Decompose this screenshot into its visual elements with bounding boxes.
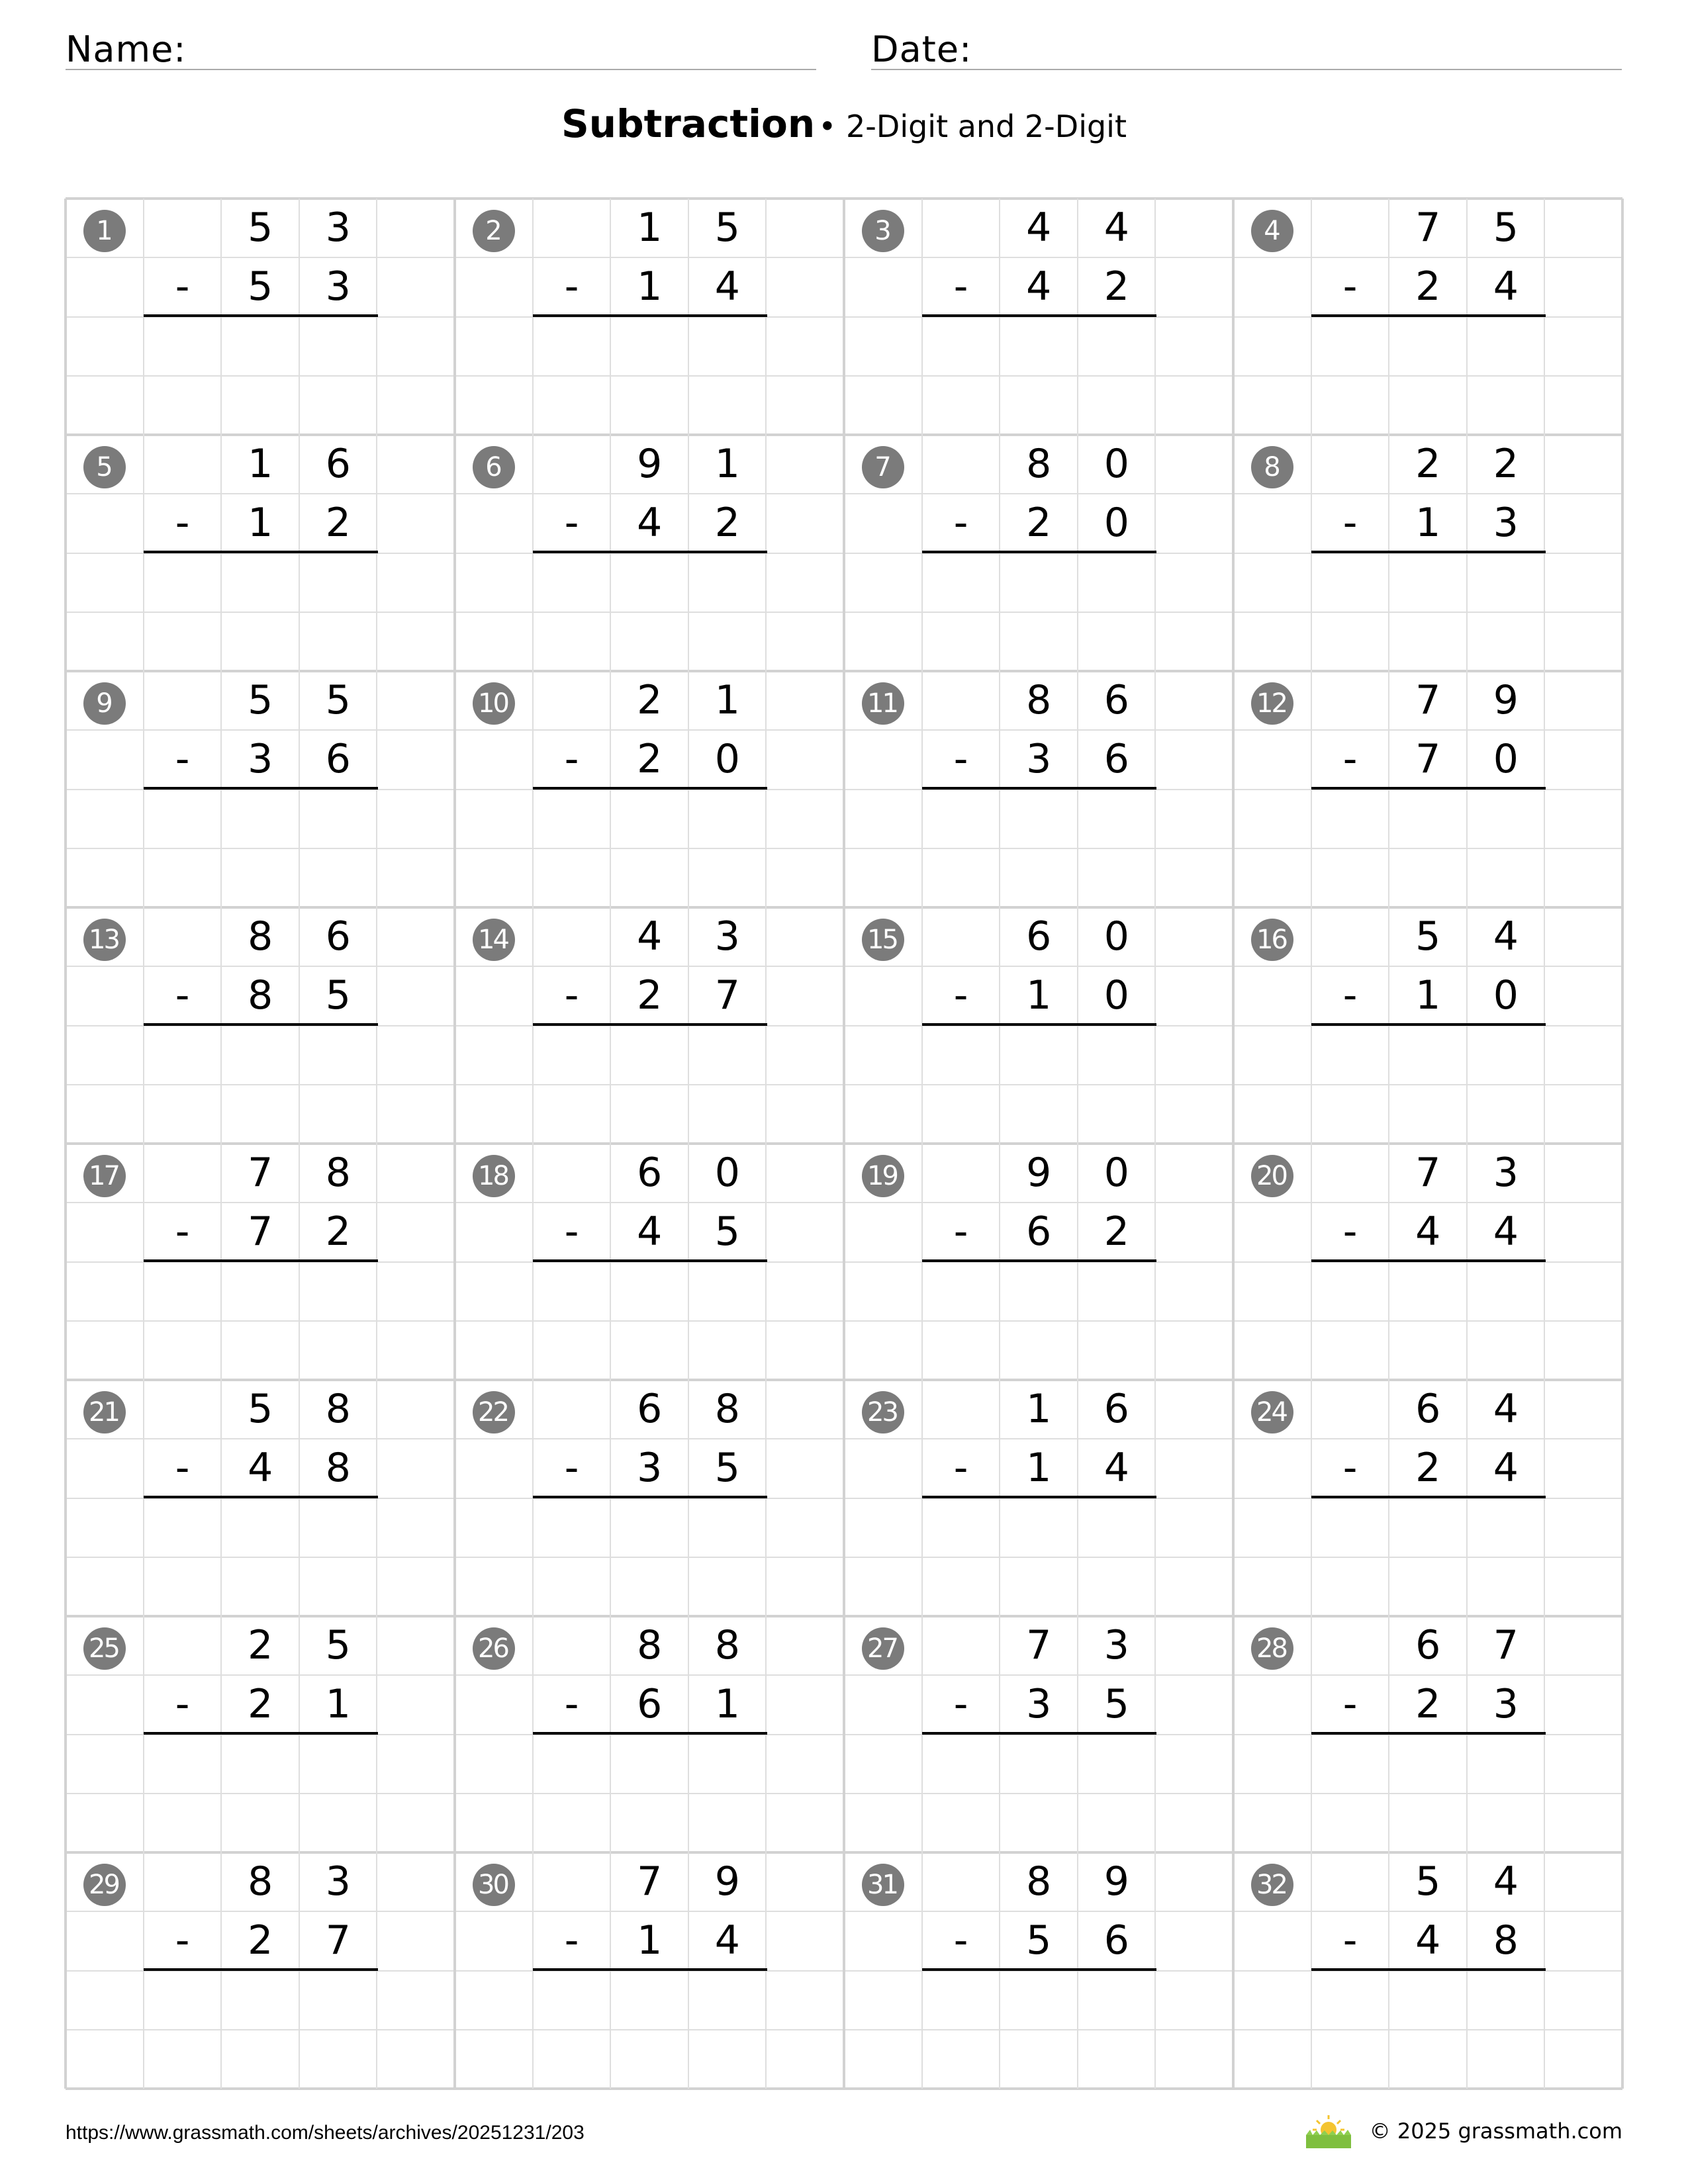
minus-sign: - [1342, 1208, 1358, 1255]
subtrahend-tens-digit: 2 [248, 1917, 273, 1964]
subtrahend-tens-digit: 2 [637, 972, 663, 1019]
minuend-tens-digit: 5 [1415, 913, 1441, 960]
problem-number-badge: 7 [862, 446, 904, 488]
subtrahend-ones-digit: 6 [325, 736, 351, 783]
minus-sign: - [1342, 1681, 1358, 1728]
answer-area[interactable] [533, 1026, 767, 1144]
subtrahend-tens-digit: 1 [1415, 500, 1441, 547]
subtrahend-tens-digit: 2 [1415, 1681, 1441, 1728]
name-field[interactable] [66, 23, 816, 70]
problem [455, 1144, 844, 1380]
answer-area[interactable] [922, 1498, 1156, 1617]
subtrahend-ones-digit: 4 [1493, 263, 1519, 310]
minuend-ones-digit: 5 [325, 1622, 351, 1668]
subtrahend-ones-digit: 1 [325, 1681, 351, 1728]
subtrahend-tens-digit: 3 [1026, 736, 1052, 783]
problem-number-badge: 9 [83, 682, 126, 725]
minuend-tens-digit: 1 [637, 205, 663, 251]
minus-sign: - [1342, 500, 1358, 547]
problem-number-badge: 27 [862, 1627, 904, 1670]
minuend-ones-digit: 5 [1493, 205, 1519, 251]
subtrahend-ones-digit: 4 [1493, 1208, 1519, 1255]
problem [1233, 435, 1622, 671]
minus-sign: - [953, 972, 968, 1019]
subtrahend-tens-digit: 5 [248, 263, 273, 310]
problem [1233, 199, 1622, 435]
answer-area[interactable] [922, 1262, 1156, 1381]
answer-area[interactable] [144, 1735, 377, 1853]
problem [455, 907, 844, 1144]
minuend-tens-digit: 4 [637, 913, 663, 960]
problem-number-badge: 10 [473, 682, 515, 725]
minuend-ones-digit: 1 [714, 441, 740, 487]
minuend-ones-digit: 6 [1103, 677, 1129, 723]
subtrahend-ones-digit: 2 [1103, 1208, 1129, 1255]
problem-number-badge: 29 [83, 1864, 126, 1906]
problem-number-badge: 28 [1251, 1627, 1293, 1670]
minus-sign: - [953, 263, 968, 310]
minuend-tens-digit: 7 [1415, 1150, 1441, 1196]
minus-sign: - [953, 500, 968, 547]
subtrahend-tens-digit: 7 [248, 1208, 273, 1255]
minuend-tens-digit: 7 [637, 1858, 663, 1905]
minus-sign: - [564, 500, 579, 547]
footer-copyright: © 2025 grassmath.com [1369, 2118, 1622, 2144]
date-field[interactable] [871, 23, 1622, 70]
minuend-tens-digit: 7 [1026, 1622, 1052, 1668]
minus-sign: - [564, 1208, 579, 1255]
problem [844, 1380, 1233, 1616]
subtrahend-ones-digit: 3 [325, 263, 351, 310]
minuend-ones-digit: 7 [1493, 1622, 1519, 1668]
subtrahend-ones-digit: 4 [1103, 1445, 1129, 1492]
problem [1233, 1616, 1622, 1852]
subtrahend-tens-digit: 4 [1415, 1917, 1441, 1964]
subtrahend-tens-digit: 4 [248, 1445, 273, 1492]
problem [1233, 1852, 1622, 2089]
minus-sign: - [953, 1208, 968, 1255]
minus-sign: - [564, 1445, 579, 1492]
problem-number-badge: 25 [83, 1627, 126, 1670]
subtrahend-tens-digit: 3 [248, 736, 273, 783]
minuend-tens-digit: 1 [1026, 1386, 1052, 1432]
answer-area[interactable] [922, 1026, 1156, 1144]
minuend-tens-digit: 8 [1026, 1858, 1052, 1905]
subtrahend-ones-digit: 2 [714, 500, 740, 547]
answer-area[interactable] [1311, 1262, 1545, 1381]
problem-number-badge: 8 [1251, 446, 1293, 488]
problem [455, 1616, 844, 1852]
problem-number-badge: 21 [83, 1391, 126, 1433]
minuend-tens-digit: 2 [248, 1622, 273, 1668]
minuend-tens-digit: 6 [1026, 913, 1052, 960]
minus-sign: - [175, 1445, 190, 1492]
subtrahend-ones-digit: 5 [714, 1445, 740, 1492]
subtrahend-tens-digit: 2 [1415, 263, 1441, 310]
problem-number-badge: 26 [473, 1627, 515, 1670]
problem-number-badge: 31 [862, 1864, 904, 1906]
minuend-tens-digit: 4 [1026, 205, 1052, 251]
minuend-ones-digit: 6 [325, 441, 351, 487]
title-subtitle: • 2-Digit and 2-Digit [818, 109, 1127, 144]
minus-sign: - [175, 500, 190, 547]
problem-number-badge: 30 [473, 1864, 515, 1906]
answer-area[interactable] [533, 1971, 767, 2089]
answer-area[interactable] [144, 317, 377, 435]
subtrahend-tens-digit: 1 [637, 263, 663, 310]
problem [66, 435, 455, 671]
answer-area[interactable] [922, 790, 1156, 908]
subtrahend-tens-digit: 4 [1415, 1208, 1441, 1255]
minus-sign: - [175, 1208, 190, 1255]
problem-number-badge: 13 [83, 919, 126, 961]
problem [1233, 907, 1622, 1144]
problem [455, 435, 844, 671]
minus-sign: - [1342, 1917, 1358, 1964]
date-label: Date: [871, 28, 972, 70]
footer-url[interactable]: https://www.grassmath.com/sheets/archives/20251231/203 [66, 2122, 585, 2144]
minuend-tens-digit: 1 [248, 441, 273, 487]
answer-area[interactable] [1311, 790, 1545, 908]
minuend-tens-digit: 6 [1415, 1386, 1441, 1432]
minus-sign: - [564, 736, 579, 783]
problem-number-badge: 11 [862, 682, 904, 725]
subtrahend-tens-digit: 2 [637, 736, 663, 783]
subtrahend-ones-digit: 5 [714, 1208, 740, 1255]
minus-sign: - [175, 1681, 190, 1728]
subtrahend-ones-digit: 7 [325, 1917, 351, 1964]
answer-area[interactable] [144, 1262, 377, 1381]
minuend-ones-digit: 8 [325, 1150, 351, 1196]
subtrahend-ones-digit: 0 [1103, 500, 1129, 547]
minuend-tens-digit: 7 [1415, 677, 1441, 723]
minuend-ones-digit: 6 [325, 913, 351, 960]
problem [844, 435, 1233, 671]
problem [66, 1852, 455, 2089]
answer-area[interactable] [1311, 1971, 1545, 2089]
minus-sign: - [953, 736, 968, 783]
subtrahend-tens-digit: 1 [637, 1917, 663, 1964]
subtrahend-tens-digit: 5 [1026, 1917, 1052, 1964]
minuend-ones-digit: 8 [714, 1622, 740, 1668]
name-label: Name: [66, 28, 187, 70]
minuend-tens-digit: 6 [637, 1386, 663, 1432]
answer-area[interactable] [922, 1735, 1156, 1853]
minus-sign: - [953, 1681, 968, 1728]
minuend-tens-digit: 8 [1026, 677, 1052, 723]
minuend-tens-digit: 6 [637, 1150, 663, 1196]
minuend-ones-digit: 4 [1493, 1386, 1519, 1432]
subtrahend-ones-digit: 3 [1493, 500, 1519, 547]
subtrahend-ones-digit: 6 [1103, 1917, 1129, 1964]
problem [66, 1380, 455, 1616]
minuend-ones-digit: 4 [1493, 1858, 1519, 1905]
minuend-ones-digit: 6 [1103, 1386, 1129, 1432]
minuend-tens-digit: 5 [248, 677, 273, 723]
answer-area[interactable] [533, 790, 767, 908]
minuend-ones-digit: 0 [714, 1150, 740, 1196]
minuend-ones-digit: 0 [1103, 1150, 1129, 1196]
minuend-ones-digit: 4 [1493, 913, 1519, 960]
problem [66, 1616, 455, 1852]
subtrahend-ones-digit: 0 [1493, 972, 1519, 1019]
subtrahend-ones-digit: 0 [714, 736, 740, 783]
subtrahend-ones-digit: 2 [325, 500, 351, 547]
subtrahend-ones-digit: 3 [1493, 1681, 1519, 1728]
problem [1233, 671, 1622, 907]
problem [455, 199, 844, 435]
problem-number-badge: 23 [862, 1391, 904, 1433]
minuend-ones-digit: 3 [325, 1858, 351, 1905]
minuend-ones-digit: 5 [325, 677, 351, 723]
minus-sign: - [175, 1917, 190, 1964]
problem-grid [66, 199, 1622, 2089]
problem-number-badge: 32 [1251, 1864, 1293, 1906]
subtrahend-tens-digit: 2 [248, 1681, 273, 1728]
problem-number-badge: 24 [1251, 1391, 1293, 1433]
problem [844, 907, 1233, 1144]
subtrahend-ones-digit: 0 [1103, 972, 1129, 1019]
minuend-tens-digit: 7 [248, 1150, 273, 1196]
subtrahend-tens-digit: 3 [637, 1445, 663, 1492]
subtrahend-tens-digit: 4 [637, 1208, 663, 1255]
subtrahend-tens-digit: 7 [1415, 736, 1441, 783]
subtrahend-tens-digit: 2 [1026, 500, 1052, 547]
minuend-ones-digit: 0 [1103, 913, 1129, 960]
minuend-tens-digit: 5 [248, 1386, 273, 1432]
minuend-tens-digit: 8 [248, 1858, 273, 1905]
problem-number-badge: 6 [473, 446, 515, 488]
answer-area[interactable] [1311, 1498, 1545, 1617]
answer-area[interactable] [533, 317, 767, 435]
answer-area[interactable] [1311, 1735, 1545, 1853]
answer-area[interactable] [533, 553, 767, 672]
minus-sign: - [564, 1917, 579, 1964]
subtrahend-ones-digit: 7 [714, 972, 740, 1019]
problem-number-badge: 16 [1251, 919, 1293, 961]
subtrahend-tens-digit: 2 [1415, 1445, 1441, 1492]
answer-area[interactable] [144, 1971, 377, 2089]
problem-number-badge: 19 [862, 1155, 904, 1197]
minus-sign: - [953, 1917, 968, 1964]
minuend-ones-digit: 9 [714, 1858, 740, 1905]
problem [66, 199, 455, 435]
problem-number-badge: 12 [1251, 682, 1293, 725]
problem [844, 199, 1233, 435]
problem [455, 1852, 844, 2089]
subtrahend-ones-digit: 0 [1493, 736, 1519, 783]
minuend-tens-digit: 6 [1415, 1622, 1441, 1668]
problem-number-badge: 3 [862, 210, 904, 252]
minuend-tens-digit: 7 [1415, 205, 1441, 251]
minuend-ones-digit: 9 [1493, 677, 1519, 723]
subtrahend-ones-digit: 2 [325, 1208, 351, 1255]
minuend-tens-digit: 5 [248, 205, 273, 251]
minuend-tens-digit: 5 [1415, 1858, 1441, 1905]
problem [66, 907, 455, 1144]
answer-area[interactable] [144, 790, 377, 908]
minuend-ones-digit: 1 [714, 677, 740, 723]
answer-area[interactable] [533, 1262, 767, 1381]
problem [455, 1380, 844, 1616]
minus-sign: - [175, 736, 190, 783]
problem-number-badge: 22 [473, 1391, 515, 1433]
problem-number-badge: 15 [862, 919, 904, 961]
problem [66, 1144, 455, 1380]
problem [455, 671, 844, 907]
subtrahend-ones-digit: 5 [325, 972, 351, 1019]
subtrahend-tens-digit: 6 [637, 1681, 663, 1728]
problem-number-badge: 1 [83, 210, 126, 252]
minuend-ones-digit: 3 [1493, 1150, 1519, 1196]
subtrahend-tens-digit: 3 [1026, 1681, 1052, 1728]
answer-area[interactable] [533, 1735, 767, 1853]
minus-sign: - [953, 1445, 968, 1492]
subtrahend-ones-digit: 8 [325, 1445, 351, 1492]
minuend-ones-digit: 9 [1103, 1858, 1129, 1905]
minuend-tens-digit: 8 [248, 913, 273, 960]
problem-number-badge: 14 [473, 919, 515, 961]
subtrahend-ones-digit: 5 [1103, 1681, 1129, 1728]
subtrahend-ones-digit: 4 [714, 263, 740, 310]
minus-sign: - [1342, 263, 1358, 310]
minuend-ones-digit: 2 [1493, 441, 1519, 487]
minuend-tens-digit: 8 [1026, 441, 1052, 487]
subtrahend-ones-digit: 6 [1103, 736, 1129, 783]
subtrahend-ones-digit: 1 [714, 1681, 740, 1728]
footer-branding [1302, 2113, 1622, 2150]
subtrahend-ones-digit: 8 [1493, 1917, 1519, 1964]
problem [844, 1616, 1233, 1852]
subtrahend-ones-digit: 4 [714, 1917, 740, 1964]
answer-area[interactable] [533, 1498, 767, 1617]
problem-number-badge: 5 [83, 446, 126, 488]
minuend-tens-digit: 9 [1026, 1150, 1052, 1196]
minus-sign: - [175, 263, 190, 310]
subtrahend-ones-digit: 4 [1493, 1445, 1519, 1492]
answer-area[interactable] [922, 553, 1156, 672]
minuend-ones-digit: 4 [1103, 205, 1129, 251]
minuend-ones-digit: 5 [714, 205, 740, 251]
minuend-tens-digit: 2 [637, 677, 663, 723]
problem [1233, 1144, 1622, 1380]
problem-number-badge: 4 [1251, 210, 1293, 252]
minus-sign: - [564, 972, 579, 1019]
answer-area[interactable] [922, 1971, 1156, 2089]
subtrahend-tens-digit: 1 [1026, 1445, 1052, 1492]
minuend-ones-digit: 3 [1103, 1622, 1129, 1668]
minus-sign: - [564, 1681, 579, 1728]
answer-area[interactable] [1311, 553, 1545, 672]
problem-number-badge: 2 [473, 210, 515, 252]
answer-area[interactable] [922, 317, 1156, 435]
problem-number-badge: 18 [473, 1155, 515, 1197]
problem [844, 1852, 1233, 2089]
answer-area[interactable] [144, 553, 377, 672]
problem-number-badge: 20 [1251, 1155, 1293, 1197]
problem [844, 671, 1233, 907]
minuend-ones-digit: 0 [1103, 441, 1129, 487]
worksheet-title [0, 101, 1688, 146]
minus-sign: - [175, 972, 190, 1019]
minuend-ones-digit: 8 [325, 1386, 351, 1432]
title-main: Subtraction [561, 101, 816, 146]
minuend-tens-digit: 9 [637, 441, 663, 487]
minus-sign: - [1342, 736, 1358, 783]
minuend-ones-digit: 8 [714, 1386, 740, 1432]
problem-number-badge: 17 [83, 1155, 126, 1197]
subtrahend-tens-digit: 8 [248, 972, 273, 1019]
answer-area[interactable] [1311, 1026, 1545, 1144]
subtrahend-ones-digit: 2 [1103, 263, 1129, 310]
minuend-tens-digit: 2 [1415, 441, 1441, 487]
subtrahend-tens-digit: 1 [248, 500, 273, 547]
answer-area[interactable] [1311, 317, 1545, 435]
answer-area[interactable] [144, 1498, 377, 1617]
minuend-ones-digit: 3 [325, 205, 351, 251]
subtrahend-tens-digit: 4 [637, 500, 663, 547]
subtrahend-tens-digit: 6 [1026, 1208, 1052, 1255]
minus-sign: - [1342, 1445, 1358, 1492]
problem [844, 1144, 1233, 1380]
subtrahend-tens-digit: 1 [1415, 972, 1441, 1019]
minus-sign: - [1342, 972, 1358, 1019]
subtrahend-tens-digit: 4 [1026, 263, 1052, 310]
grass-sun-logo-icon [1302, 2113, 1355, 2150]
minuend-tens-digit: 8 [637, 1622, 663, 1668]
problem [66, 671, 455, 907]
minuend-ones-digit: 3 [714, 913, 740, 960]
minus-sign: - [564, 263, 579, 310]
problem [1233, 1380, 1622, 1616]
subtrahend-tens-digit: 1 [1026, 972, 1052, 1019]
answer-area[interactable] [144, 1026, 377, 1144]
